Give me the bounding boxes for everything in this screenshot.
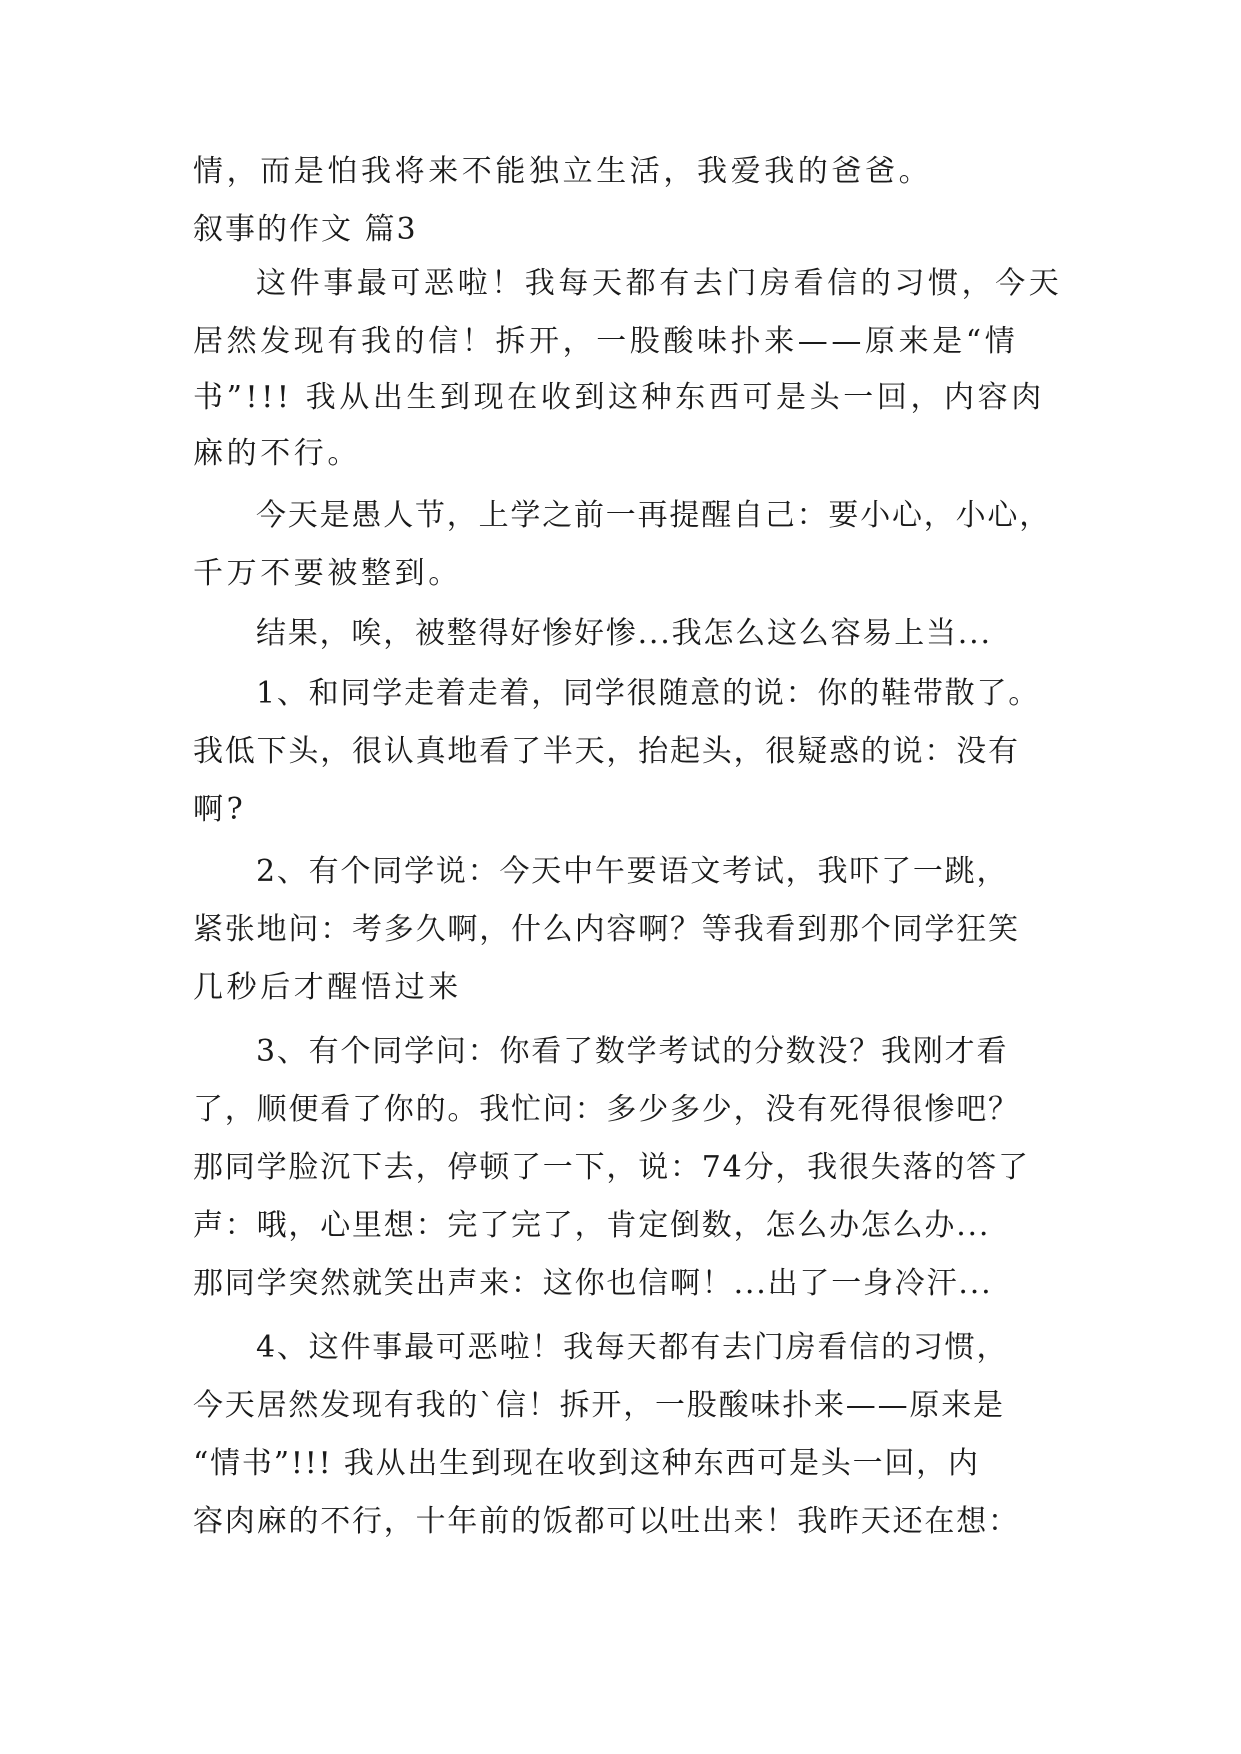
text-line: 情，而是怕我将来不能独立生活，我爱我的爸爸。 <box>193 154 933 189</box>
text-line: 紧张地问：考多久啊，什么内容啊？等我看到那个同学狂笑 <box>193 912 1020 947</box>
text-line: 这件事最可恶啦！我每天都有去门房看信的习惯，今天 <box>256 266 1063 301</box>
text-line: 几秒后才醒悟过来 <box>193 970 462 1005</box>
text-line: 麻的不行。 <box>193 436 361 471</box>
text-line: 今天居然发现有我的`信！拆开，一股酸味扑来——原来是 <box>193 1388 1005 1423</box>
text-line: 我低下头，很认真地看了半天，抬起头，很疑惑的说：没有 <box>193 734 1020 769</box>
text-line: 了，顺便看了你的。我忙问：多少多少，没有死得很惨吧？ <box>193 1092 1020 1127</box>
text-line: 书”!!! 我从出生到现在收到这种东西可是头一回，内容肉 <box>193 380 1045 415</box>
text-line: 居然发现有我的信！拆开，一股酸味扑来——原来是“情 <box>193 324 1019 359</box>
text-line: 那同学突然就笑出声来：这你也信啊！...出了一身冷汗... <box>193 1266 993 1301</box>
text-line: 今天是愚人节，上学之前一再提醒自己：要小心，小心， <box>256 498 1051 533</box>
section-heading: 叙事的作文 篇3 <box>193 212 418 247</box>
text-line: 结果，唉，被整得好惨好惨...我怎么这么容易上当... <box>256 616 992 651</box>
text-line: 3、有个同学问：你看了数学考试的分数没？我刚才看 <box>256 1034 1009 1069</box>
text-line: 2、有个同学说：今天中午要语文考试，我吓了一跳， <box>256 854 1009 889</box>
text-line: 1、和同学走着走着，同学很随意的说：你的鞋带散了。 <box>256 676 1041 711</box>
text-line: 声：哦，心里想：完了完了，肯定倒数，怎么办怎么办... <box>193 1208 991 1243</box>
text-line: 4、这件事最可恶啦！我每天都有去门房看信的习惯， <box>256 1330 1009 1365</box>
text-line: 容肉麻的不行，十年前的饭都可以吐出来！我昨天还在想： <box>193 1504 1020 1539</box>
text-line: 那同学脸沉下去，停顿了一下，说：74分，我很失落的答了 <box>193 1150 1030 1185</box>
text-line: 啊? <box>193 792 247 827</box>
text-line: “情书”!!! 我从出生到现在收到这种东西可是头一回，内 <box>193 1446 980 1481</box>
text-line: 千万不要被整到。 <box>193 556 462 591</box>
